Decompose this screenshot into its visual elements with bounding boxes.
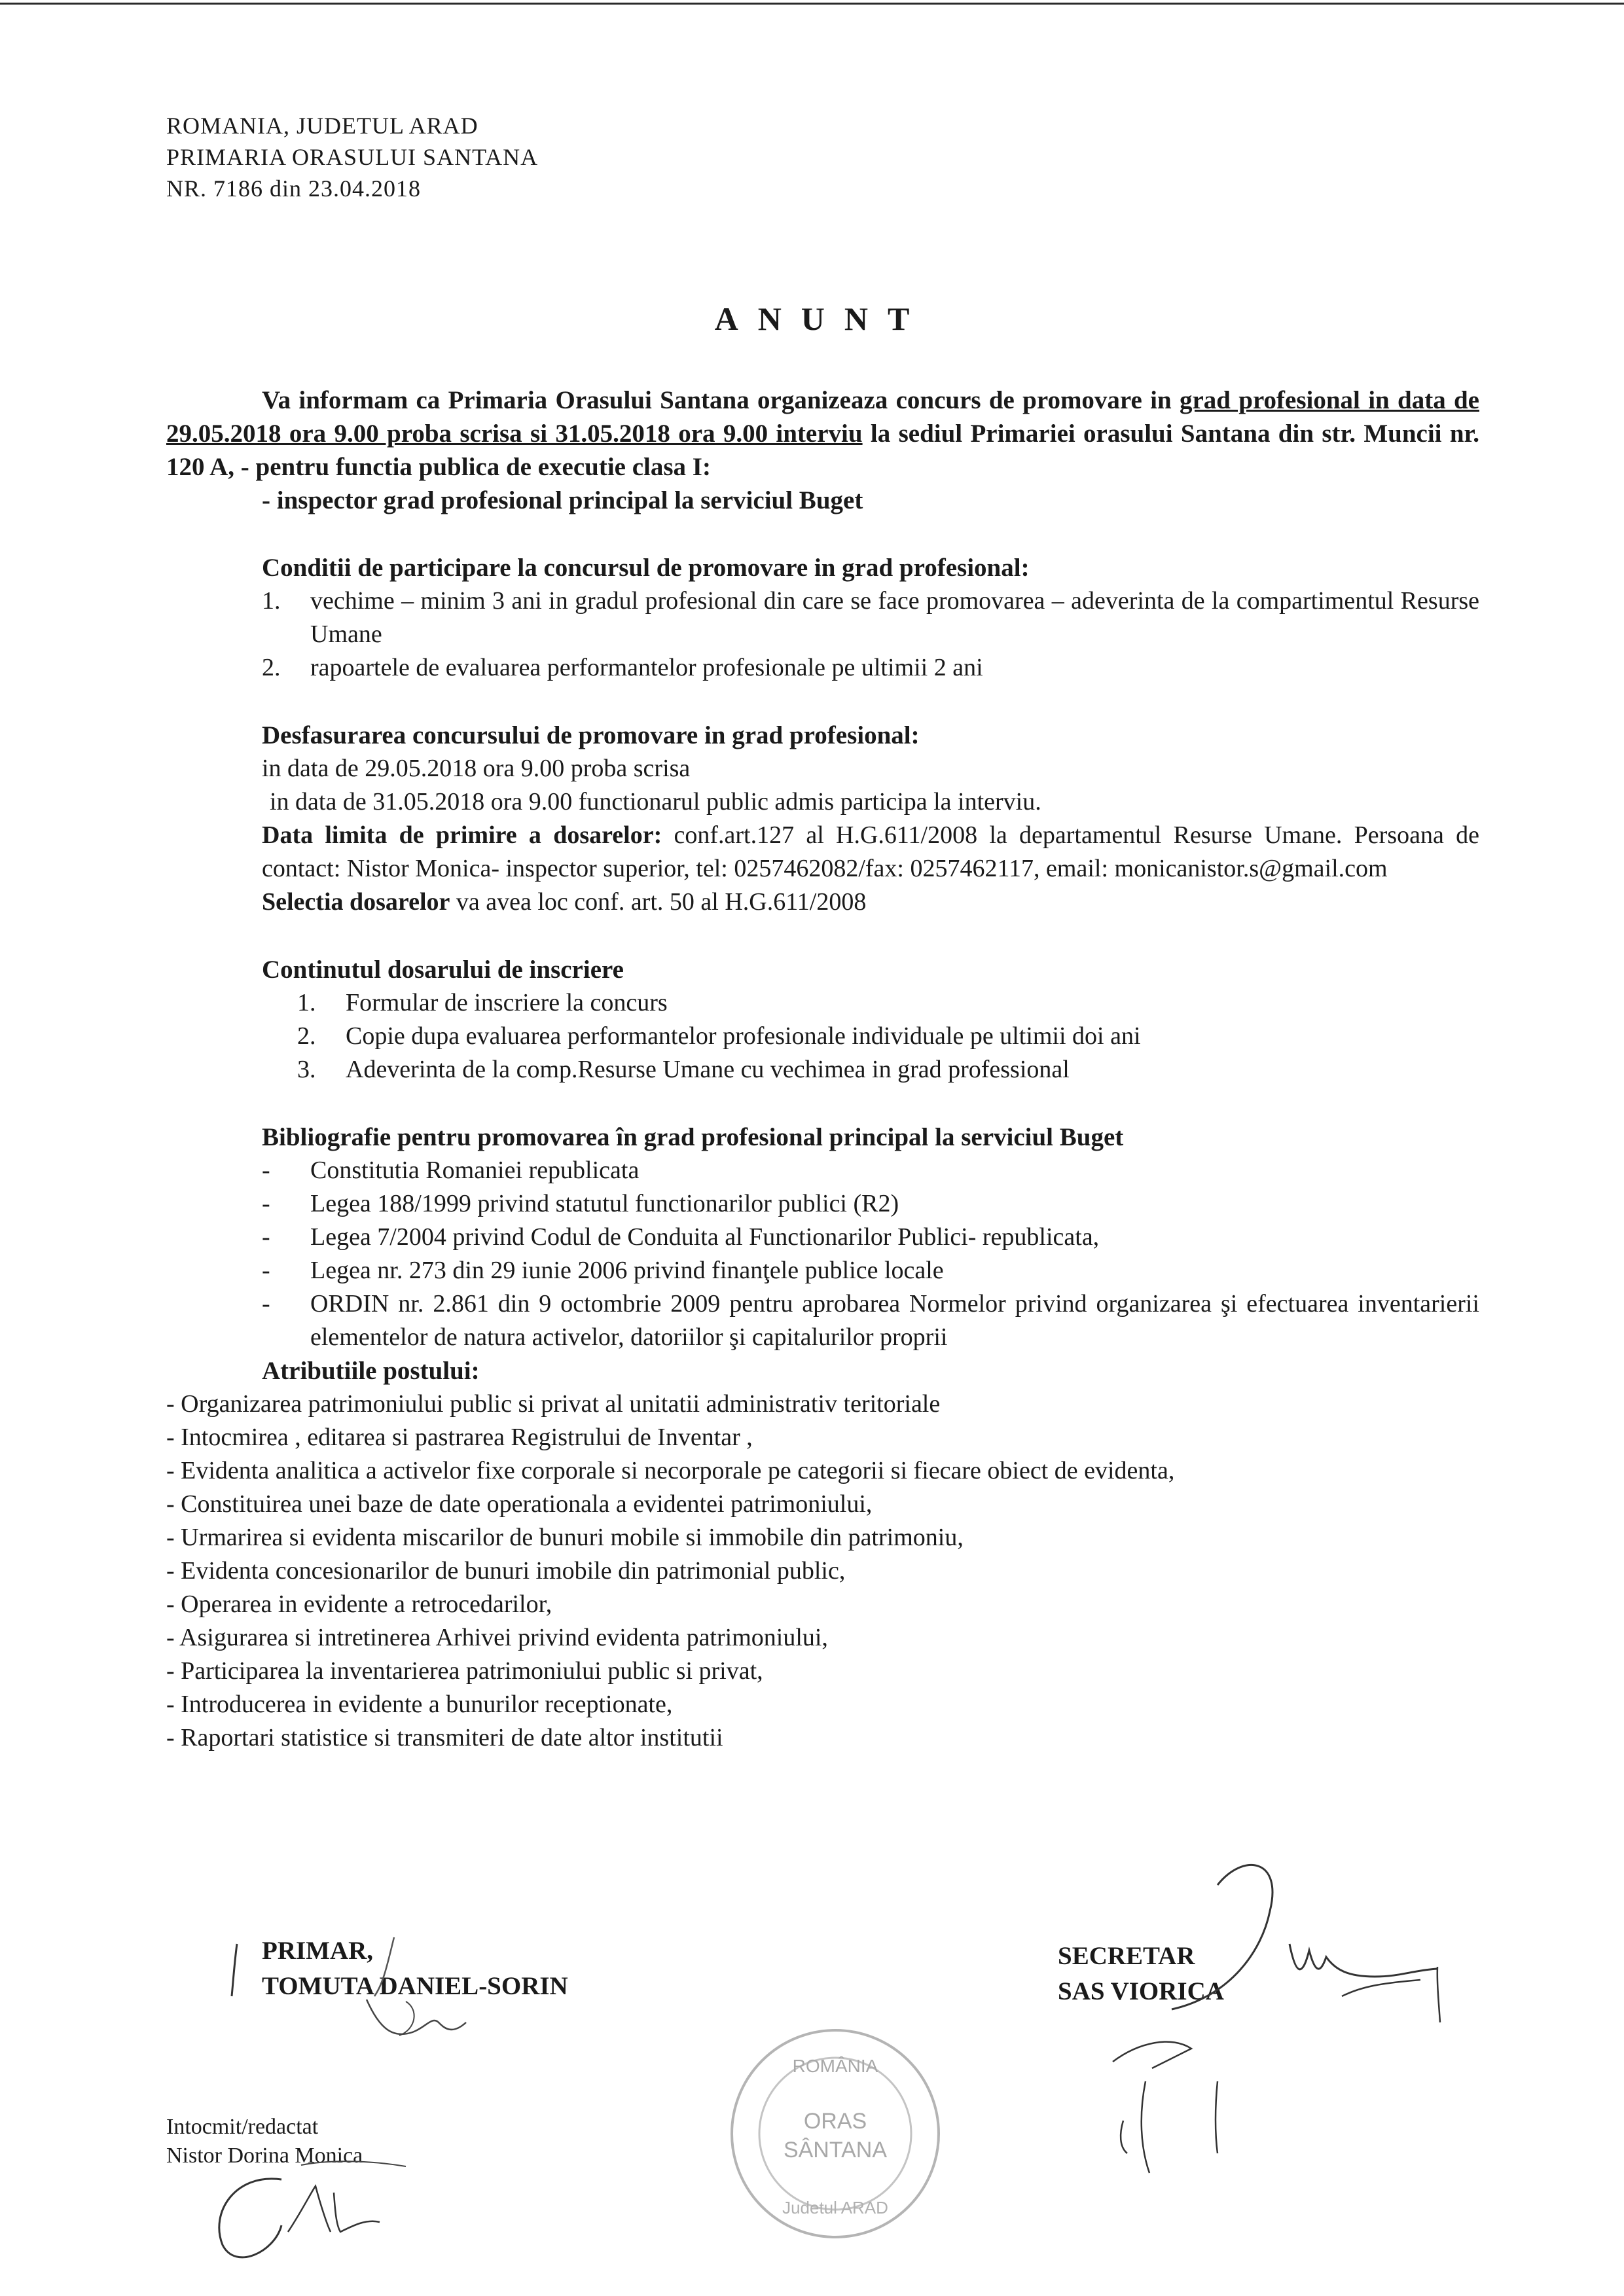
selection-text: va avea loc conf. art. 50 al H.G.611/2008 [450, 888, 867, 916]
header-institution: PRIMARIA ORASULUI SANTANA [166, 144, 539, 170]
intro-paragraph [166, 384, 1479, 484]
secretary-name: SAS VIORICA [1058, 1977, 1224, 2005]
svg-text:SÂNTANA: SÂNTANA [783, 2138, 888, 2162]
list-item: - ORDIN nr. 2.861 din 9 octombrie 2009 pentru aprobarea Normelor privind organizarea şi efectuarea inventarierii elementelor de natura activelor, datoriilor şi capitalurilor proprii [262, 1290, 1479, 1351]
conduct-line-1: in data de 29.05.2018 ora 9.00 proba scrisa [262, 755, 691, 782]
dossier-heading: Continutul dosarului de inscriere [262, 956, 624, 984]
position-line: - inspector grad profesional principal la serviciul Buget [262, 486, 863, 514]
list-item: - Organizarea patrimoniului public si privat al unitatii administrativ teritoriale [166, 1390, 941, 1418]
deadline-text: conf.art.127 al H.G.611/2008 la departamentul Resurse Umane. Persoana de contact: Nistor Monica- inspector superior, tel: 0257462082/fax: 0257462117, email: monicanistor.s@gmail.com [262, 821, 1479, 882]
list-item: - Introducerea in evidente a bunurilor receptionate, [166, 1691, 673, 1718]
intro-text: Va informam ca Primaria Orasului Santana organizeaza concurs de promovare in [262, 386, 1180, 414]
document-body [166, 384, 1479, 1755]
svg-text:ROMÂNIA: ROMÂNIA [792, 2056, 878, 2076]
list-item: - Legea nr. 273 din 29 iunie 2006 privind finanţele publice locale [262, 1257, 944, 1284]
prepared-label: Intocmit/redactat [166, 2115, 319, 2139]
header-registration-number: NR. 7186 din 23.04.2018 [166, 175, 422, 202]
prepared-name: Nistor Dorina Monica [166, 2144, 363, 2168]
list-item: - Urmarirea si evidenta miscarilor de bunuri mobile si immobile din patrimoniu, [166, 1524, 964, 1551]
list-item: 2. Copie dupa evaluarea performantelor profesionale individuale pe ultimii doi ani [297, 1022, 1141, 1050]
list-item: 1. vechime – minim 3 ani in gradul profesional din care se face promovarea – adeverinta de la compartimentul Resurse Umane [262, 587, 1479, 648]
list-item: - Raportari statistice si transmiteri de date altor institutii [166, 1724, 723, 1751]
list-item: - Intocmirea , editarea si pastrarea Registrului de Inventar , [166, 1424, 753, 1451]
deadline-label: Data limita de primire a dosarelor: [262, 821, 662, 849]
list-item: - Evidenta concesionarilor de bunuri imobile din patrimonial public, [166, 1557, 846, 1585]
top-border-line [0, 3, 1624, 5]
list-item: 3. Adeverinta de la comp.Resurse Umane cu vechimea in grad professional [297, 1056, 1070, 1083]
list-item: - Constitutia Romaniei republicata [262, 1157, 640, 1184]
selection-label: Selectia dosarelor [262, 888, 450, 916]
deadline-paragraph [262, 819, 1479, 886]
mayor-title: PRIMAR, [262, 1937, 374, 1965]
conditions-heading: Conditii de participare la concursul de promovare in grad profesional: [262, 554, 1030, 582]
list-item: - Evidenta analitica a activelor fixe corporale si necorporale pe categorii si fiecare obiect de evidenta, [166, 1457, 1175, 1484]
duties-heading: Atributiile postului: [262, 1357, 480, 1385]
list-item: - Operarea in evidente a retrocedarilor, [166, 1590, 552, 1618]
list-item: - Legea 188/1999 privind statutul functionarilor publici (R2) [262, 1190, 899, 1217]
list-item: - Participarea la inventarierea patrimoniului public si privat, [166, 1657, 763, 1685]
conditions-list [262, 584, 1479, 685]
conduct-line-2: in data de 31.05.2018 ora 9.00 functionarul public admis participa la interviu. [270, 788, 1041, 816]
svg-text:ORAS: ORAS [803, 2109, 867, 2134]
mayor-name: TOMUTA DANIEL-SORIN [262, 1972, 568, 2000]
list-item: - Asigurarea si intretinerea Arhivei privind evidenta patrimoniului, [166, 1624, 828, 1651]
secretary-title: SECRETAR [1058, 1942, 1195, 1970]
intro-text-rest: la sediul Primariei orasului Santana din str. Muncii nr. 120 A, - pentru functia publica de executie clasa I: [166, 420, 1480, 481]
bibliography-heading: Bibliografie pentru promovarea în grad profesional principal la serviciul Buget [262, 1123, 1124, 1151]
mayor-signature-scribble [223, 1924, 511, 2068]
header-country-county: ROMANIA, JUDETUL ARAD [166, 113, 478, 139]
list-item: - Constituirea unei baze de date operationala a evidentei patrimoniului, [166, 1490, 873, 1518]
bibliography-list [262, 1154, 1479, 1354]
secretary-signature-scribble [956, 1846, 1453, 2186]
prepared-signature-scribble [196, 2153, 432, 2278]
list-item: - Legea 7/2004 privind Codul de Conduita al Functionarilor Publici- republicata, [262, 1223, 1100, 1251]
intro-underlined-dates: grad profesional in data de 29.05.2018 ora 9.00 proba scrisa si 31.05.2018 ora 9.00 interviu [166, 386, 1479, 448]
svg-text:Judetul ARAD: Judetul ARAD [782, 2198, 888, 2217]
list-item: 1. Formular de inscriere la concurs [297, 989, 668, 1016]
document-header [166, 110, 538, 204]
selection-paragraph [262, 886, 1479, 919]
list-item: 2. rapoartele de evaluarea performantelor profesionale pe ultimii 2 ani [262, 654, 983, 681]
dossier-list [297, 986, 1479, 1086]
document-title: ANUNT [714, 300, 929, 337]
conduct-heading: Desfasurarea concursului de promovare in grad profesional: [262, 721, 920, 749]
official-stamp [724, 2022, 947, 2245]
duties-list [166, 1388, 1479, 1755]
